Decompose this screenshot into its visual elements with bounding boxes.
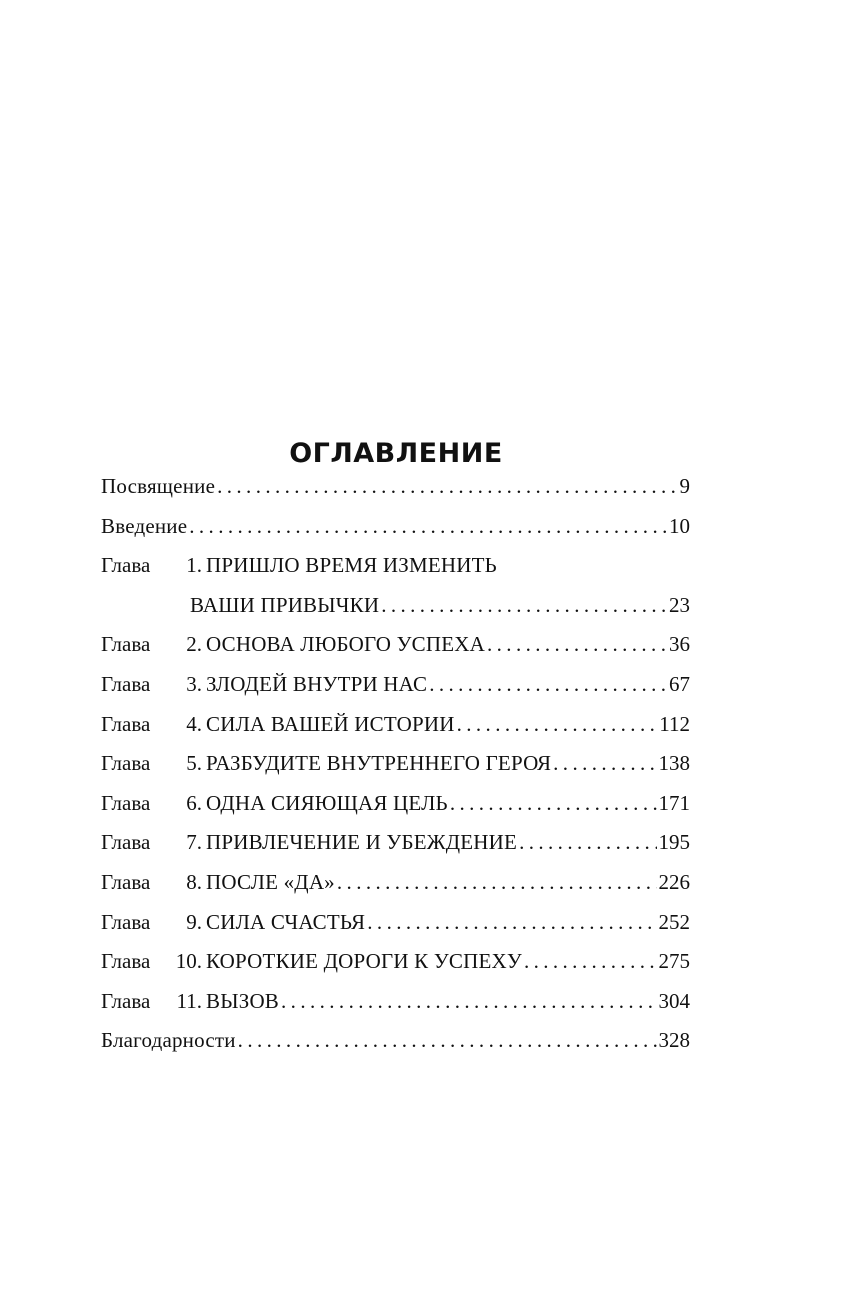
chapter-word: Глава — [101, 949, 151, 974]
chapter-word: Глава — [101, 909, 151, 934]
chapter-number: 9. — [186, 909, 202, 934]
dot-leader — [217, 467, 677, 507]
chapter-number: 3. — [186, 671, 202, 696]
toc-entry-chapter-10[interactable] — [101, 942, 690, 982]
dot-leader — [381, 586, 667, 626]
page-number: 226 — [658, 869, 690, 894]
chapter-number: 11. — [176, 988, 202, 1013]
dot-leader — [238, 1021, 657, 1061]
entry-label: Благодарности — [101, 1028, 236, 1053]
dot-leader — [281, 982, 656, 1022]
entry-label: ОДНА СИЯЮЩАЯ ЦЕЛЬ — [206, 790, 448, 815]
chapter-number: 4. — [186, 711, 202, 736]
page-number: 9 — [679, 474, 690, 498]
toc-entry-dedication[interactable] — [101, 467, 690, 507]
chapter-number: 7. — [186, 830, 202, 855]
page-number: 23 — [669, 592, 690, 617]
dot-leader — [337, 863, 657, 903]
chapter-word: Глава — [101, 869, 151, 894]
toc-entry-acknowledgements[interactable] — [101, 1021, 690, 1061]
page-number: 36 — [669, 632, 690, 657]
entry-label: СИЛА ВАШЕЙ ИСТОРИИ — [206, 711, 455, 736]
dot-leader — [367, 903, 656, 943]
entry-label: ПРИШЛО ВРЕМЯ ИЗМЕНИТЬ — [206, 553, 497, 578]
dot-leader — [457, 705, 658, 745]
page-number: 328 — [658, 1028, 690, 1053]
entry-label: ПОСЛЕ «ДА» — [206, 869, 335, 894]
page-number: 275 — [658, 949, 690, 974]
toc-entry-chapter-11[interactable] — [101, 982, 690, 1022]
chapter-word: Глава — [101, 711, 151, 736]
toc-entry-chapter-1-continued[interactable] — [101, 586, 690, 626]
chapter-word: Глава — [101, 988, 151, 1013]
toc-entry-chapter-9[interactable] — [101, 903, 690, 943]
chapter-word: Глава — [101, 751, 151, 776]
chapter-word: Глава — [101, 790, 151, 815]
toc-entry-chapter-2[interactable] — [101, 625, 690, 665]
entry-label: РАЗБУДИТЕ ВНУТРЕННЕГО ГЕРОЯ — [206, 751, 552, 776]
page-number: 138 — [658, 751, 690, 776]
toc-entry-chapter-4[interactable] — [101, 705, 690, 745]
toc-entry-chapter-3[interactable] — [101, 665, 690, 705]
toc-entry-introduction[interactable] — [101, 507, 690, 547]
dot-leader — [487, 625, 667, 665]
entry-label: ВЫЗОВ — [206, 988, 280, 1013]
entry-label: КОРОТКИЕ ДОРОГИ К УСПЕХУ — [206, 949, 522, 974]
chapter-word: Глава — [101, 671, 151, 696]
page-number: 252 — [658, 909, 690, 934]
dot-leader — [553, 744, 656, 784]
chapter-number: 10. — [175, 949, 202, 974]
entry-label: СИЛА СЧАСТЬЯ — [206, 909, 366, 934]
toc-entry-chapter-6[interactable] — [101, 784, 690, 824]
entry-label: Посвящение — [101, 474, 216, 498]
toc-entry-chapter-7[interactable] — [101, 823, 690, 863]
entry-label: Введение — [101, 513, 188, 538]
chapter-number: 5. — [186, 751, 202, 776]
page-title: ОГЛАВЛЕНИЕ — [289, 438, 503, 470]
chapter-number: 8. — [186, 869, 202, 894]
page-number: 171 — [658, 790, 690, 815]
chapter-word: Глава — [101, 830, 151, 855]
toc-entry-chapter-5[interactable] — [101, 744, 690, 784]
dot-leader — [524, 942, 657, 982]
chapter-word: Глава — [101, 553, 151, 578]
dot-leader — [189, 507, 667, 547]
dot-leader — [519, 823, 656, 863]
toc-entry-chapter-8[interactable] — [101, 863, 690, 903]
entry-label: ВАШИ ПРИВЫЧКИ — [190, 592, 380, 617]
page-number: 67 — [669, 671, 690, 696]
chapter-number: 1. — [186, 553, 202, 578]
entry-label: ЗЛОДЕЙ ВНУТРИ НАС — [206, 671, 428, 696]
entry-label: ПРИВЛЕЧЕНИЕ И УБЕЖДЕНИЕ — [206, 830, 518, 855]
chapter-word: Глава — [101, 632, 151, 657]
entry-label: ОСНОВА ЛЮБОГО УСПЕХА — [206, 632, 485, 657]
dot-leader — [450, 784, 657, 824]
table-of-contents — [101, 467, 690, 1061]
page-number: 195 — [658, 830, 690, 855]
dot-leader — [429, 665, 667, 705]
page-number: 304 — [658, 988, 690, 1013]
page-number: 10 — [669, 513, 690, 538]
chapter-number: 2. — [186, 632, 202, 657]
page-number: 112 — [659, 711, 690, 736]
chapter-number: 6. — [186, 790, 202, 815]
toc-entry-chapter-1[interactable] — [101, 546, 690, 586]
